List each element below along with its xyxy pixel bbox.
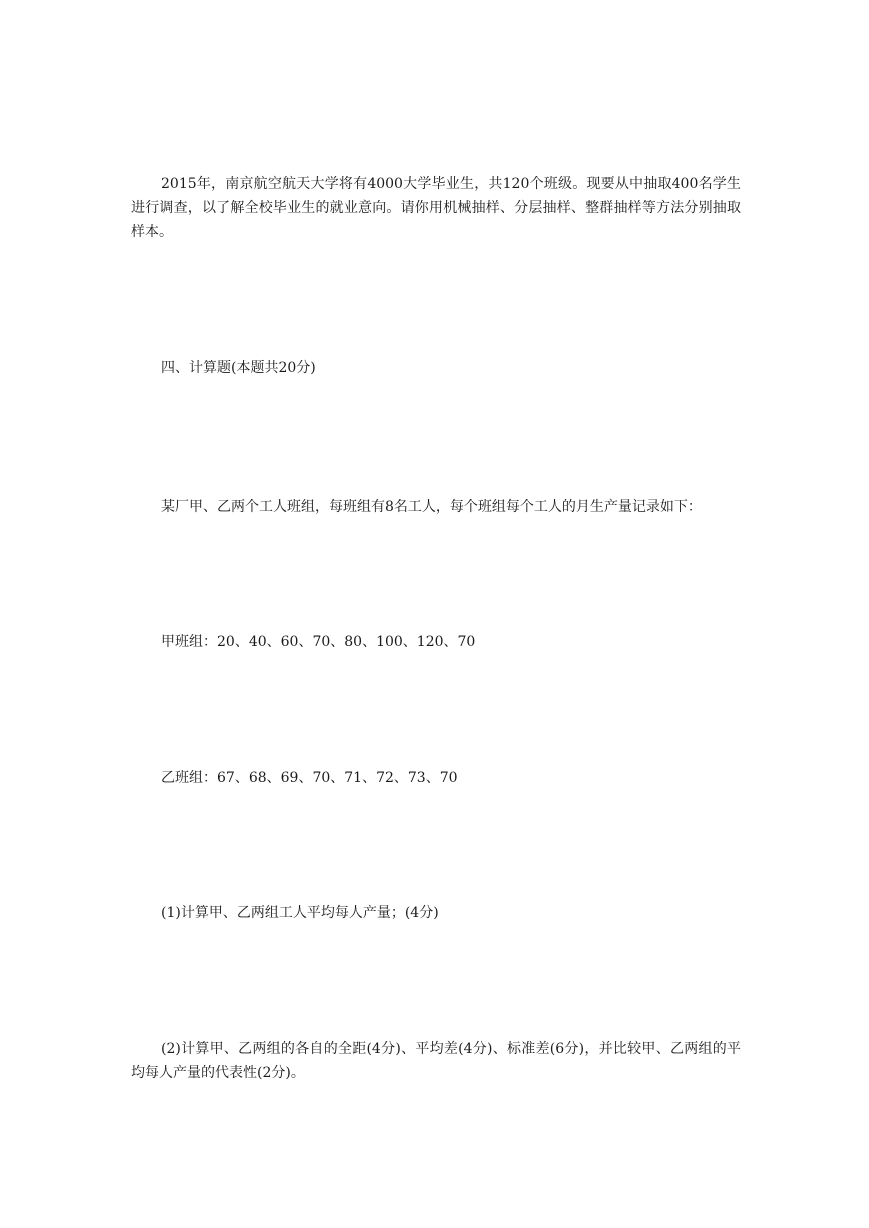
question-2: (2)计算甲、乙两组的各自的全距(4分)、平均差(4分)、标准差(6分)，并比较甲、乙两组的平均每人产量的代表性(2分)。 (131, 1041, 741, 1081)
sampling-question-paragraph: 2015年，南京航空航天大学将有4000大学毕业生，共120个班级。现要从中抽取400名学生进行调查，以了解全校毕业生的就业意向。请你用机械抽样、分层抽样、整群抽样等方法分别抽取样本。 (131, 176, 741, 240)
section-heading: 四、计算题(本题共20分) (161, 360, 316, 376)
group-b-data: 乙班组：67、68、69、70、71、72、73、70 (161, 770, 458, 786)
question-1: (1)计算甲、乙两组工人平均每人产量；(4分) (161, 905, 439, 921)
group-a-data: 甲班组：20、40、60、70、80、100、120、70 (161, 634, 476, 650)
problem-intro-text: 某厂甲、乙两个工人班组，每班组有8名工人，每个班组每个工人的月生产量记录如下： (161, 499, 702, 515)
